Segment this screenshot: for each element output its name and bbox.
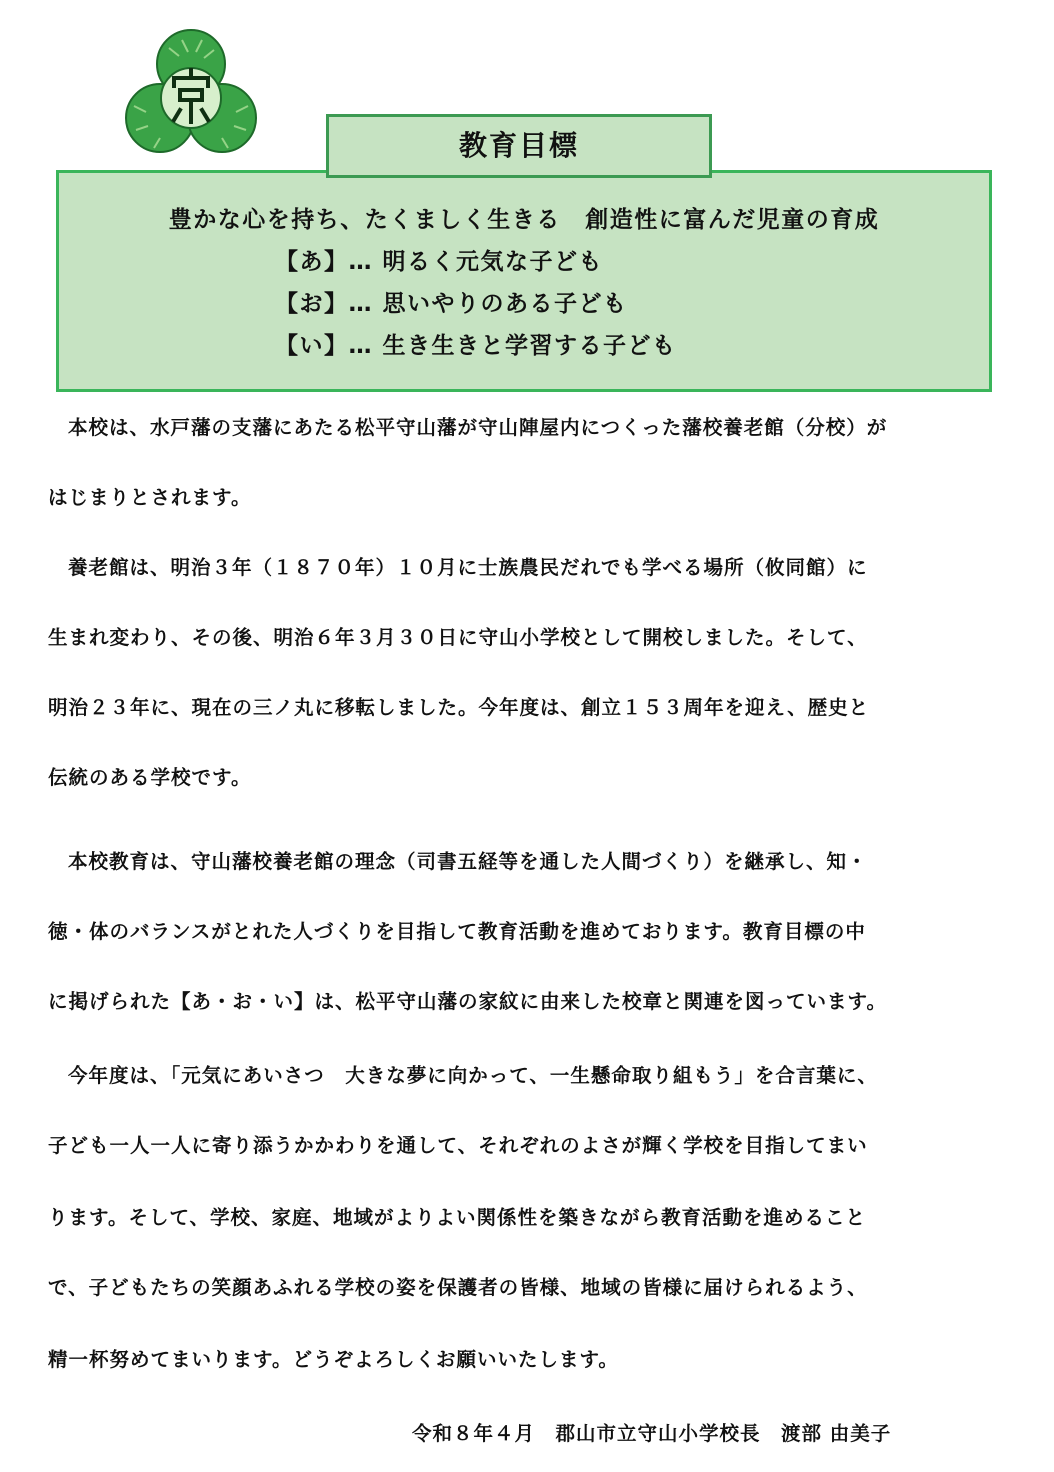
signature: 令和８年４月 郡山市立守山小学校長 渡部 由美子 bbox=[412, 1422, 892, 1445]
body-line: 明治２３年に、現在の三ノ丸に移転しました。今年度は、創立１５３周年を迎え、歴史と bbox=[48, 696, 870, 719]
body-line: 子ども一人一人に寄り添うかかわりを通して、それぞれのよさが輝く学校を目指してまい bbox=[48, 1134, 868, 1157]
body-line: 養老館は、明治３年（１８７０年）１０月に士族農民だれでも学べる場所（攸同館）に bbox=[68, 556, 868, 579]
body-line: 伝統のある学校です。 bbox=[48, 766, 252, 789]
title-box bbox=[326, 114, 712, 178]
body-line: 今年度は、「元気にあいさつ 大きな夢に向かって、一生懸命取り組もう」を合言葉に、 bbox=[68, 1064, 878, 1087]
body-line: 本校教育は、守山藩校養老館の理念（司書五経等を通した人間づくり）を継承し、知・ bbox=[68, 850, 868, 873]
body-line: 徳・体のバランスがとれた人づくりを目指して教育活動を進めております。教育目標の中 bbox=[48, 920, 866, 943]
goals-box bbox=[56, 170, 992, 392]
body-line: はじまりとされます。 bbox=[48, 486, 252, 509]
goal-item: 【あ】… 明るく元気な子ども bbox=[275, 249, 604, 275]
body-line: 本校は、水戸藩の支藩にあたる松平守山藩が守山陣屋内につくった藩校養老館（分校）が bbox=[68, 416, 888, 439]
body-line: で、子どもたちの笑顔あふれる学校の姿を保護者の皆様、地域の皆様に届けられるよう、 bbox=[48, 1276, 868, 1299]
body-line: 生まれ変わり、その後、明治６年３月３０日に守山小学校として開校しました。そして、 bbox=[48, 626, 868, 649]
goal-item: 【お】… 思いやりのある子ども bbox=[275, 291, 628, 317]
title-label: 教育目標 bbox=[458, 129, 579, 162]
goal-main-text: 豊かな心を持ち、たくましく生きる 創造性に富んだ児童の育成 bbox=[168, 207, 880, 233]
body-line: ります。そして、学校、家庭、地域がよりよい関係性を築きながら教育活動を進めること bbox=[48, 1206, 867, 1229]
body-line: に掲げられた【あ・お・い】は、松平守山藩の家紋に由来した校章と関連を図っています。 bbox=[48, 990, 887, 1013]
goal-item: 【い】… 生き生きと学習する子ども bbox=[275, 333, 677, 359]
school-emblem-icon bbox=[124, 26, 258, 158]
body-line: 精一杯努めてまいります。どうぞよろしくお願いいたします。 bbox=[48, 1348, 619, 1371]
